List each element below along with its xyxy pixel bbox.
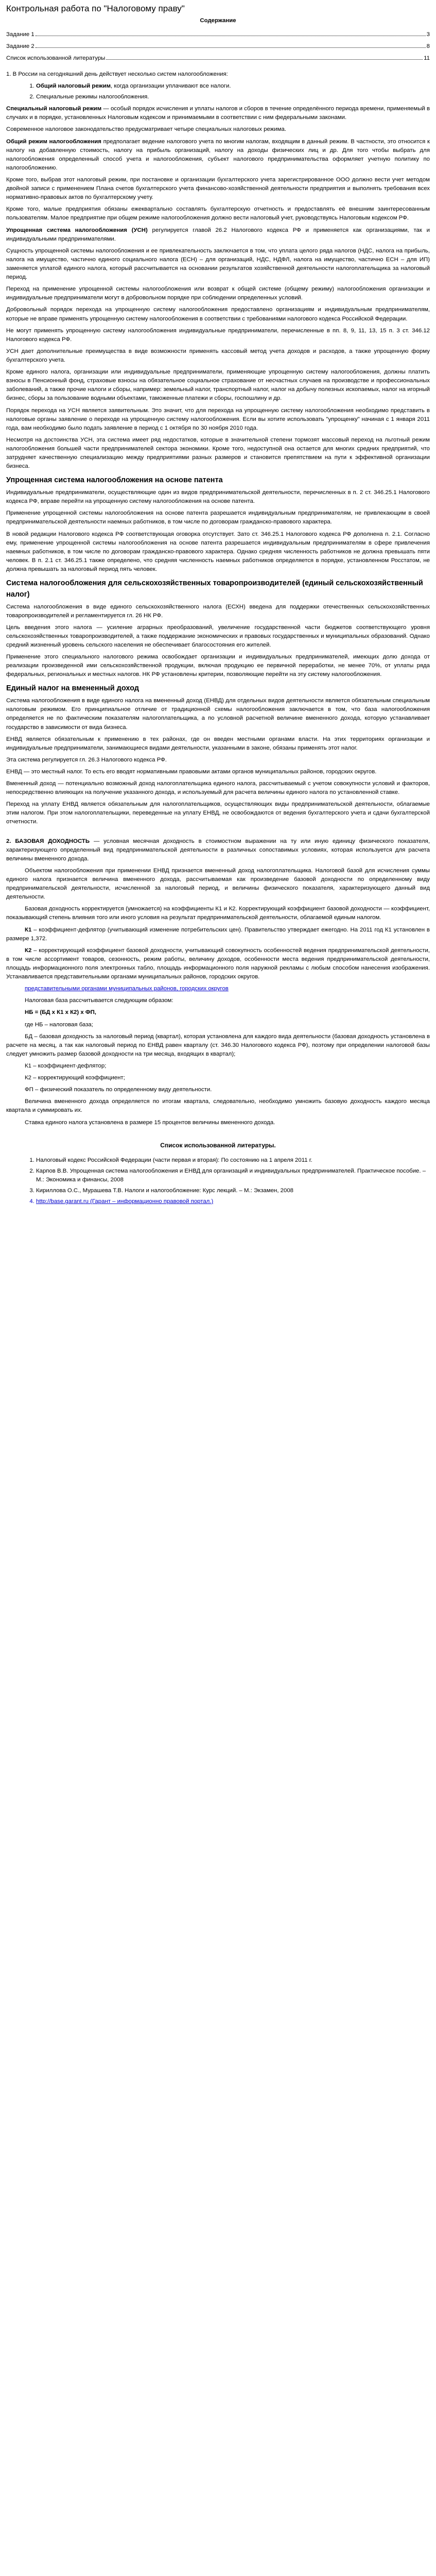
term-bold: Общий режим налогообложения (6, 138, 101, 145)
toc-dots (106, 59, 423, 60)
paragraph (6, 138, 430, 173)
task2-num: 2. (6, 838, 11, 844)
paragraph (6, 985, 430, 993)
paragraph: Переход на применение упрощенной системы налогообложения или возврат к общей системе (общему режиму) налогообложения организации и индивидуальные предприниматели могут в добровольном порядке при соблюдении определенных условий. (6, 286, 430, 301)
toc-heading: Содержание (200, 17, 236, 24)
paragraph-text: – коэффициент-дефлятор (учитывающий изменение потребительских цен). Правительство утверждает ежегодно. На 2011 год К1 установлен в размере 1,372. (6, 926, 430, 942)
toc-item-label: Список использованной литературы (6, 55, 106, 61)
paragraph: Эта система регулируется гл. 26.3 Налогового кодекса РФ. (6, 756, 167, 763)
references-list (6, 1156, 430, 1207)
tax-systems-list (6, 82, 430, 101)
toc-dots (36, 47, 426, 48)
paragraph: Система налогообложения в виде единого налога на вмененный доход (ЕНВД) для отдельных видов деятельности является обязательным специальным налоговым режимом. Его принципиальное отличие от традиционной схемы налогообложения заключается в том, что база налогообложения определяется не по фактическим показателям налогоплательщика, а по условной расчетной величине вмененного дохода, которую устанавливает государство в зависимости от вида бизнеса. (6, 698, 430, 731)
reference-item[interactable]: 4. http://base.garant.ru (Гарант – информационно правовой портал.) (36, 1197, 430, 1206)
paragraph: Порядок перехода на УСН является заявительным. Это значит, что для перехода на упрощенную систему налогообложения необходимо представить в налоговые органы заявление о переходе на упрощенную систему налогообложения. Если вы хотите использовать "упрощенку" начиная с 1 января 2011 года, вам необходимо было подать заявление в период с 1 октября по 30 ноября 2010 года. (6, 407, 430, 431)
paragraph-text: регулируется главой 26.2 Налогового кодекса РФ и применяется как организациями, так и индивидуальными предпринимателями. (6, 227, 430, 242)
paragraph: Вмененный доход — потенциально возможный доход налогоплательщика единого налога, рассчитываемый с учетом совокупности условий и факторов, непосредственно влияющих на получение указанного дохода, и используемый для расчета величины единого налога по установленной ставке. (6, 781, 430, 796)
paragraph (6, 226, 430, 244)
paragraph: Величина вмененного дохода определяется по итогам квартала, следовательно, необходимо умножить базовую доходность каждого месяца квартала и суммировать их. (6, 1098, 430, 1114)
references-heading: Список использованной литературы. (160, 1141, 276, 1149)
paragraph: Кроме того, выбрав этот налоговый режим, при постановке и организации бухгалтерского учета зарегистрированное ООО должно вести учет методом двойной записи с применением Плана счетов бухгалтерского учета финансово-хозяйственной деятельности предприятия и выполнять требования всех нормативно-правовых актов по бухгалтерскому учету. (6, 177, 430, 201)
paragraph-text: предполагает ведение налогового учета по многим налогам, входящим в данный режим. В частности, это относится к налогу на добавленную стоимость, налогу на прибыль организаций, налогу на доходы физических лиц и др. Для того чтобы выбрать для налогообложения определенный способ учета и налогообложения, субъект налогового предпринимательства оформляет учетную политику по налогообложению. (6, 138, 430, 171)
paragraph-text: – корректирующий коэффициент базовой доходности, учитывающий совокупность особенностей ведения предпринимательской деятельности, в том числе ассортимент товаров, сезонность, режим работы, величину доходов, особенности места ведения предпринимательской деятельности, площадь информационного поля электронных табло, площадь информационного поля наружной рекламы с любым способом нанесения изображения. Устанавливается представительными органами муниципальных районов, городских округов. (6, 947, 430, 980)
term-bold: Специальный налоговый режим (6, 106, 102, 112)
paragraph: Базовая доходность корректируется (умножается) на коэффициенты К1 и К2. Корректирующий коэффициент базовой доходности — коэффициент, показывающий степень влияния того или иного условия на результат предпринимательской деятельности, облагаемой единым налогом. (6, 906, 430, 921)
toc-item[interactable] (6, 42, 430, 51)
document-title: Контрольная работа по "Налоговому праву" (6, 4, 185, 13)
list-item-text: , когда организации уплачивают все налоги. (111, 83, 231, 90)
paragraph: БД – базовая доходность за налоговый период (квартал), которая установлена для каждого вида деятельности (базовая доходность установлена в расчете на месяц, а так как налоговый период по ЕНВД равен кварталу (ст. 346.30 Налогового кодекса РФ), поэтому при определении налоговой базы следует умножить размер базовой доходности на три месяца, входящих в квартал); (6, 1033, 430, 1057)
toc-item[interactable] (6, 54, 430, 63)
toc-item-page: 8 (426, 43, 430, 49)
list-item-text: Специальные режимы налогообложения. (36, 94, 149, 100)
paragraph (6, 926, 430, 943)
paragraph: К2 – корректирующий коэффициент; (25, 1075, 125, 1081)
list-item (36, 93, 430, 101)
reference-item: 1. Налоговый кодекс Российской Федерации (части первая и вторая): По состоянию на 1 апреля 2011 г. (36, 1156, 430, 1165)
paragraph-text: — особый порядок исчисления и уплаты налогов и сборов в течение определённого периода времени, применяемый в случаях и в порядке, установленных Налоговым кодексом и принимаемыми в соответствии с ним федеральными законами. (6, 106, 430, 121)
toc-item-label: Задание 2 (6, 43, 34, 49)
paragraph: ЕНВД является обязательным к применению в тех районах, где он введен местными органами власти. На этих территориях организации и индивидуальные предприниматели, занимающиеся видами деятельности, указанными в законе, обязаны применять этот налог. (6, 736, 430, 751)
paragraph: Налоговая база рассчитывается следующим образом: (25, 997, 173, 1004)
paragraph: Несмотря на достоинства УСН, эта система имеет ряд недостатков, которые в значительной степени тормозят массовый переход на льготный режим налогообложения большей части предпринимателей сектора экономики. Кроме того, недоступной она остается для многих средних предприятий, что затрудняет качественную специализацию между предприятиями разных размеров и становится препятствием на пути к эффективной организации бизнеса. (6, 436, 430, 470)
term-bold: Упрощенная система налогообложения (УСН) (6, 227, 148, 233)
paragraph: Добровольный порядок перехода на упрощенную систему налогообложения предоставлено организациям и индивидуальным предпринимателям, которые не вправе применять упрощенную систему налогообложения в соответствии с требованиями налогового кодекса Российской Федерации. (6, 307, 430, 322)
paragraph-text: — условная месячная доходность в стоимостном выражении на ту или иную единицу физического показателя, характеризующего определенный вид предпринимательской деятельности в различных сопоставимых условиях, которая используется для расчета величины вмененного дохода. (6, 838, 430, 862)
toc-item-page: 3 (426, 31, 430, 38)
table-of-contents (6, 30, 430, 63)
paragraph: Применение этого специального налогового режима освобождает организации и индивидуальных предпринимателей, имеющих долю дохода от реализации произведенной ими сельскохозяйственной продукции, включая продукцию ее первичной переработки, не менее 70%, от уплаты ряда федеральных, региональных и местных налогов. НК РФ установлены критерии, позволяющие перейти на эту систему налогообложения. (6, 654, 430, 678)
paragraph: УСН дает дополнительные преимущества в виде возможности применять кассовый метод учета доходов и расходов, а также упрощенную форму бухгалтерского учета. (6, 348, 430, 363)
document-page (0, 0, 436, 1229)
toc-item-page: 11 (424, 55, 430, 61)
toc-item[interactable] (6, 30, 430, 39)
paragraph: Объектом налогообложения при применении ЕНВД признается вмененный доход налогоплательщика. Налоговой базой для исчисления суммы единого налога признается величина вмененного дохода, рассчитываемая как произведение базовой доходности по определенному виду предпринимательской деятельности, исчисленной за налоговый период, и величины физического показателя, характеризующего данный вид деятельности. (6, 867, 430, 901)
section-heading: Единый налог на вмененный доход (6, 684, 139, 693)
paragraph: Переход на уплату ЕНВД является обязательным для налогоплательщиков, осуществляющих виды предпринимательской деятельности, облагаемые этим налогом. При этом налогоплательщики, переведенные на уплату ЕНВД, не освобождаются от ведения бухгалтерского учета и сдачи бухгалтерской отчетности. (6, 801, 430, 825)
tax-base-formula: НБ = (БД х К1 х К2) х ФП, (25, 1009, 96, 1016)
term-bold: К2 (25, 947, 32, 954)
paragraph: Кроме единого налога, организации или индивидуальные предприниматели, применяющие упрощенную систему налогообложения, должны платить взносы в Пенсионный фонд, страховые взносы на обязательное социальное страхование от несчастных случаев на производстве и профессиональных заболеваний, а также прочие налоги и сборы, например: земельный налог, транспортный налог, налог на добычу полезных ископаемых, налог на игорный бизнес, сборы за пользование водными объектами, таможенные платежи и сборы, госпошлину и др. (6, 369, 430, 402)
list-item-bold: Общий налоговый режим (36, 83, 111, 90)
paragraph: ФП – физический показатель по определенному виду деятельности. (25, 1087, 212, 1093)
paragraph: Применение упрощенной системы налогообложения на основе патента разрешается индивидуальным предпринимателям, не привлекающим в своей предпринимательской деятельности наемных работников, в том числе по договорам гражданско-правового характера. (6, 510, 430, 526)
paragraph: где НБ – налоговая база; (25, 1021, 93, 1028)
paragraph: К1 – коэффициент-дефлятор; (25, 1063, 107, 1069)
toc-item-label: Задание 1 (6, 31, 34, 38)
paragraph: Система налогообложения в виде единого сельскохозяйственного налога (ЕСХН) введена для поддержки отечественных сельскохозяйственных товаропроизводителей и регламентируется гл. 26 НК РФ. (6, 603, 430, 619)
paragraph: Сущность упрощенной системы налогообложения и ее привлекательность заключается в том, что уплата целого ряда налогов (НДС, налога на прибыль, налога на имущество, частично единого социального налога (ЕСН) – для организаций, НДС, НДФЛ, налога на имущество, частично ЕСН – для ИП) заменяется уплатой единого налога, который рассчитывается на основании результатов хозяйственной деятельности налогоплательщика за налоговый период. (6, 247, 430, 281)
paragraph: Современное налоговое законодательство предусматривает четыре специальных налоговых режима. (6, 126, 286, 133)
section-heading: Система налогообложения для сельскохозяйственных товаропроизводителей (единый сельскохозяйственный налог) (6, 579, 423, 599)
task2-intro (6, 837, 430, 863)
k2-authority-link[interactable]: представительными органами муниципальных районов, городских округов (25, 986, 229, 992)
section-heading: Упрощенная система налогообложения на основе патента (6, 476, 223, 485)
paragraph: Не могут применять упрощенную систему налогообложения индивидуальные предприниматели, перечисленные в пп. 8, 9, 11, 13, 15 п. 3 ст. 346.12 Налогового кодекса РФ. (6, 327, 430, 343)
paragraph: Индивидуальные предприниматели, осуществляющие один из видов предпринимательской деятельности, перечисленных в п. 2 ст. 346.25.1 Налогового кодекса РФ, вправе перейти на упрощенную систему налогообложения на основе патента. (6, 489, 430, 505)
paragraph (6, 105, 430, 122)
term-bold: БАЗОВАЯ ДОХОДНОСТЬ (15, 838, 90, 844)
task1-intro: 1. В России на сегодняшний день действует несколько систем налогообложения: (6, 71, 228, 77)
reference-item: 3. Кириллова О.С., Мурашева Т.В. Налоги и налогообложение: Курс лекций. – М.: Экзамен, 2008 (36, 1187, 430, 1195)
paragraph (6, 946, 430, 981)
paragraph: В новой редакции Налогового кодекса РФ соответствующая оговорка отсутствует. Зато ст. 346.25.1 Налогового кодекса РФ дополнена п. 2.1. Согласно ему, применение упрощенной системы налогообложения на основе патента разрешается индивидуальным предпринимателям в сфере привлечения наемных работников, в том числе по договорам гражданско-правового характера. Однако средняя численность работников не должна превышать пяти человек. В п. 2.1 ст. 346.25.1 также определено, что средняя численность наемных работников определяется в порядке, установленном Росстатом, не должна превышать за налоговый период пять человек. (6, 531, 430, 572)
paragraph: Кроме того, малые предприятия обязаны ежеквартально составлять бухгалтерскую отчетность и предоставлять её внешним заинтересованным пользователям. Малое предприятие при общем режиме налогообложения должно вести налоговый учет, руководствуясь Налоговым кодексом РФ. (6, 206, 430, 222)
paragraph: Ставка единого налога установлена в размере 15 процентов величины вмененного дохода. (25, 1119, 275, 1126)
list-item (36, 82, 430, 91)
reference-item: 2. Карпов В.В. Упрощенная система налогообложения и ЕНВД для организаций и индивидуальных предпринимателей. Практическое пособие. – М.: Экономика и финансы, 2008 (36, 1167, 430, 1184)
paragraph: ЕНВД — это местный налог. То есть его вводят нормативными правовыми актами органов муниципальных районов, городских округов. (6, 768, 377, 775)
paragraph: Цель введения этого налога — усиление аграрных преобразований, увеличение государственной части бюджетов соответствующего уровня сельскохозяйственных товаропроизводителей, а также поддержание экономических и правовых государственных и муниципальных образований. Однако средний жизненный уровень сельского населения не обеспечивает благосостояния его жителей. (6, 624, 430, 648)
term-bold: К1 (25, 926, 32, 933)
